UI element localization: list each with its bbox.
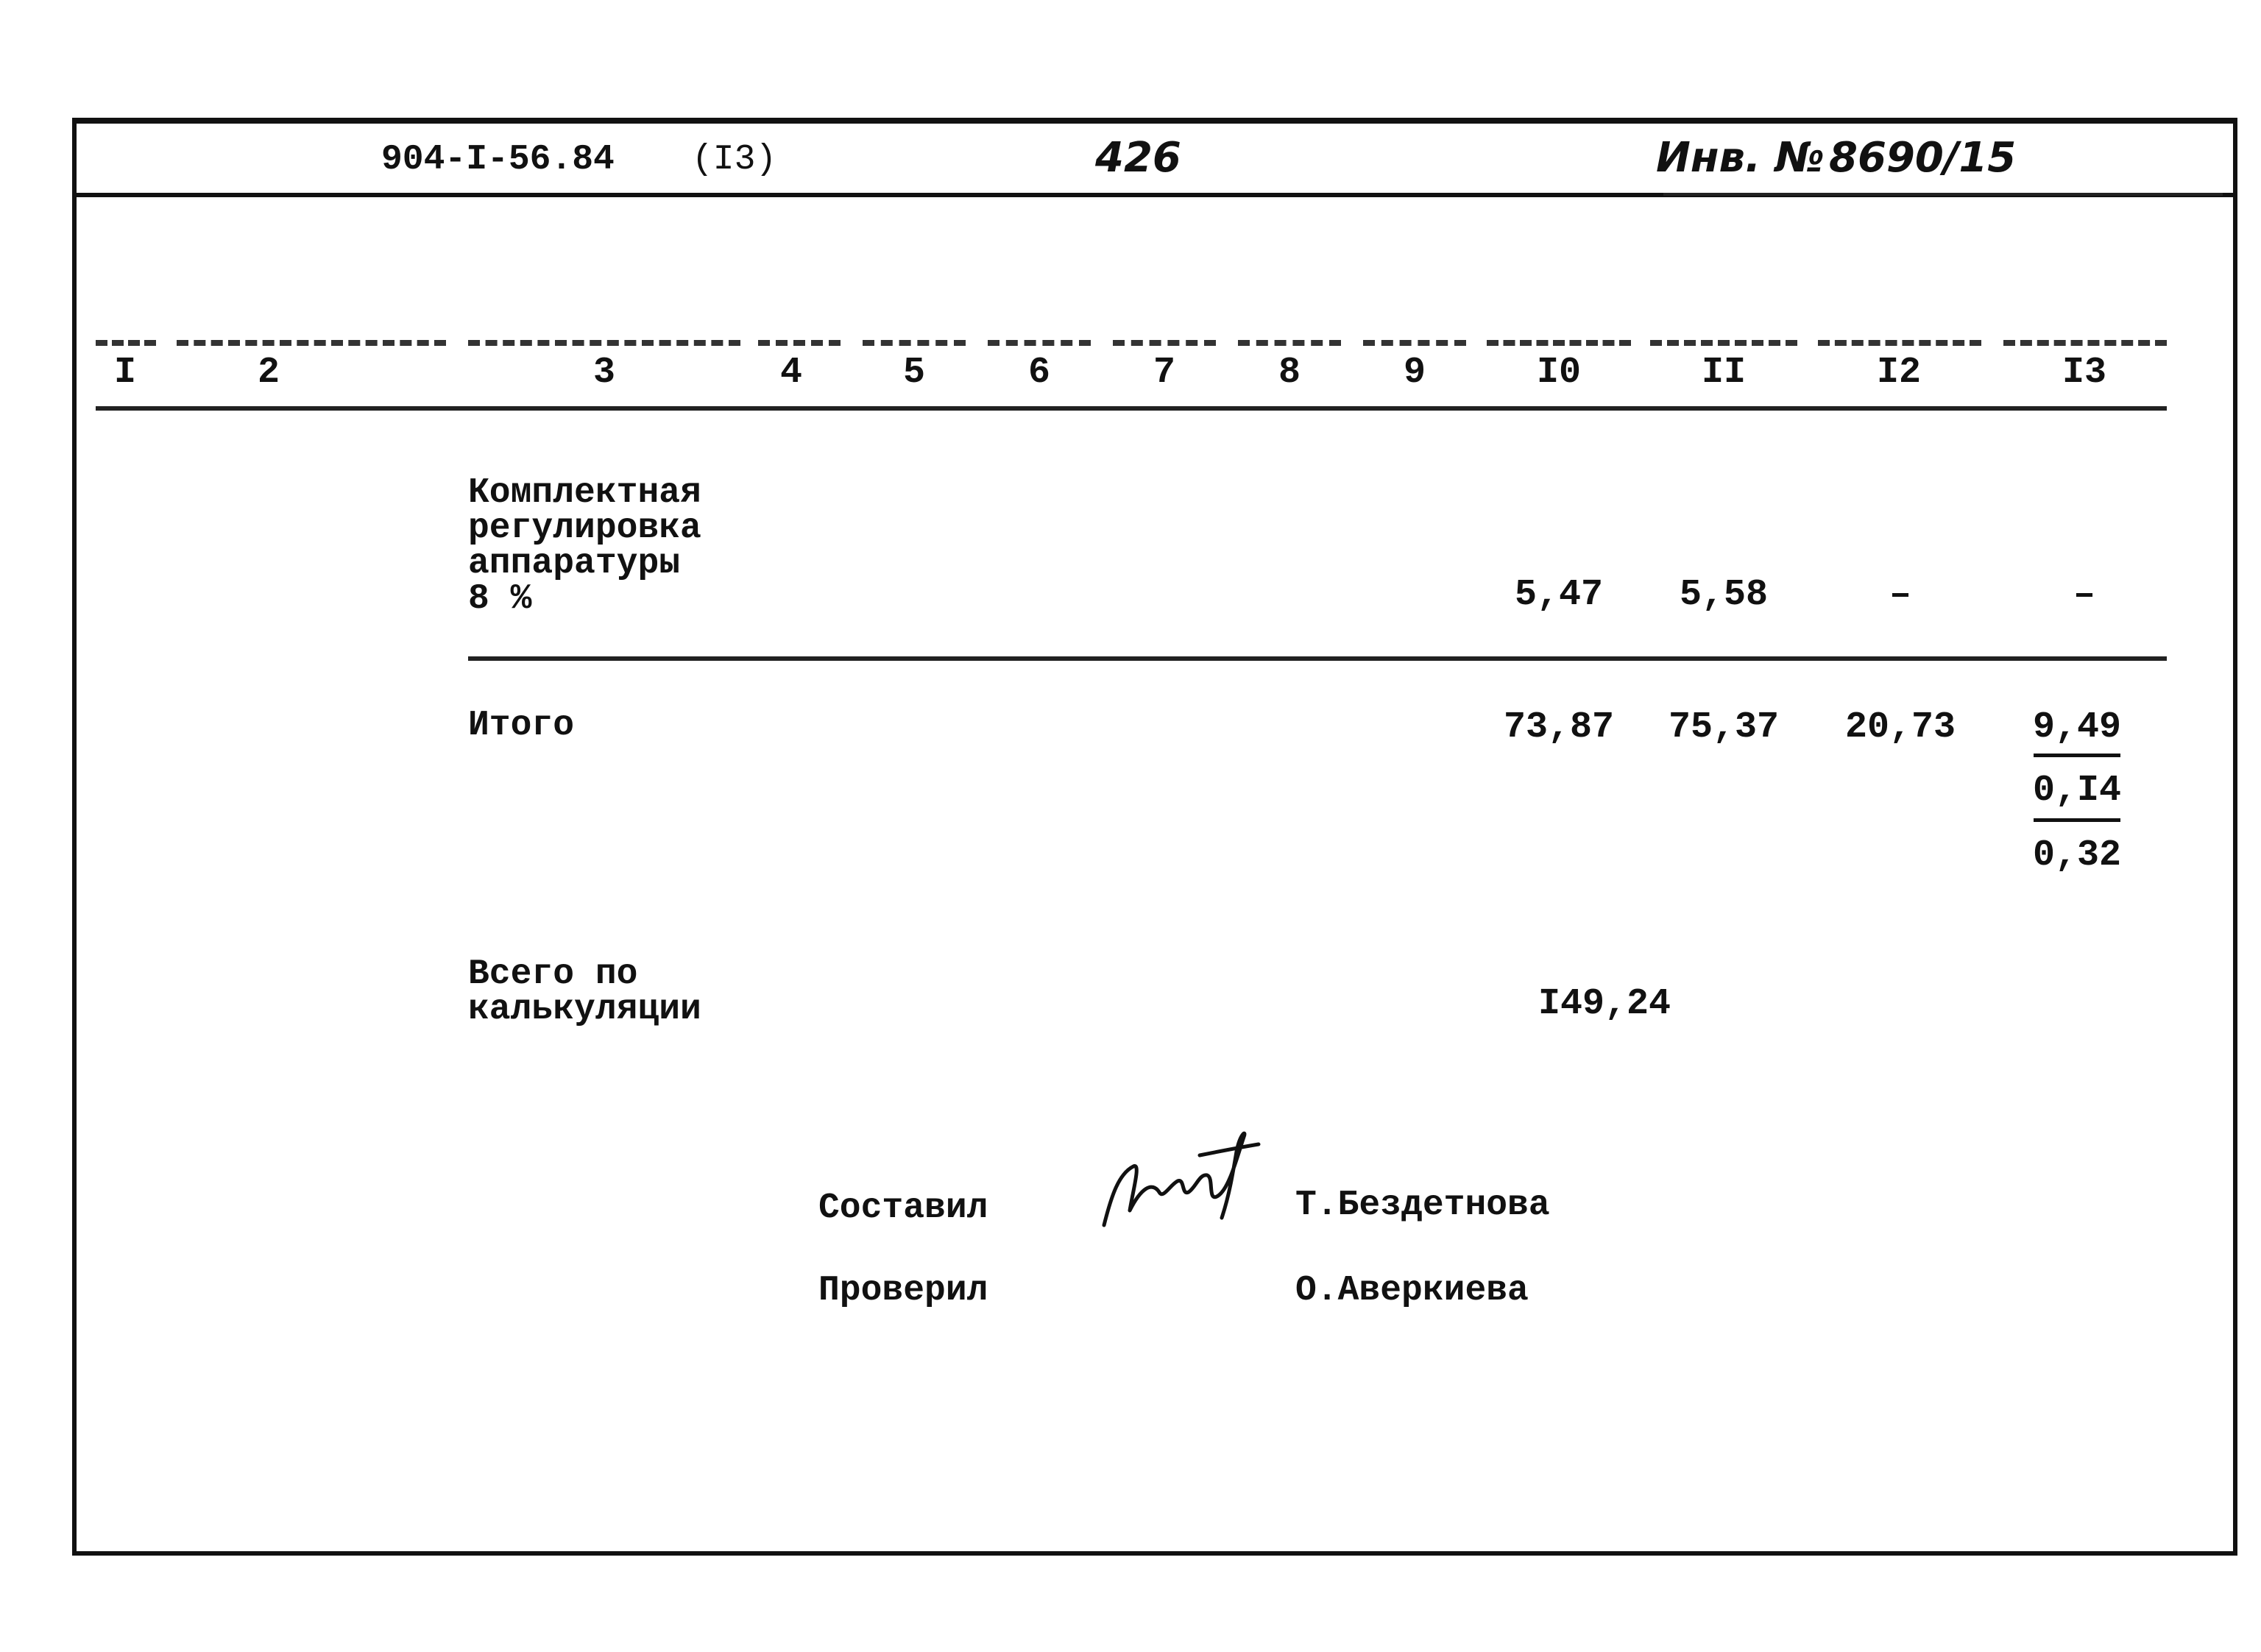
col-number-5: 5: [902, 352, 925, 394]
handwritten-signature: [1089, 1122, 1273, 1240]
checked-name: О.Аверкиева: [1295, 1271, 1529, 1311]
compiled-label: Составил: [818, 1188, 988, 1228]
total-col11: 75,37: [1668, 706, 1780, 748]
checked-label: Проверил: [818, 1271, 988, 1311]
grand-total-label: Всего по: [468, 954, 638, 994]
row-label-line: регулировка: [468, 508, 701, 548]
col-number-4: 4: [779, 352, 802, 394]
subtotal-rule: [468, 656, 2167, 661]
row-label-line: Комплектная: [468, 473, 701, 513]
col-number-8: 8: [1278, 352, 1301, 394]
col-dash-4: [758, 340, 841, 346]
col-number-13: I3: [2062, 352, 2106, 394]
col-number-1: I: [113, 352, 136, 394]
total-col12: 20,73: [1844, 706, 1956, 748]
col-dash-6: [988, 340, 1091, 346]
col-number-6: 6: [1027, 352, 1050, 394]
col-dash-3: [468, 340, 740, 346]
header-bottom-rule: [96, 406, 2167, 411]
col-dash-8: [1238, 340, 1341, 346]
col-dash-10: [1487, 340, 1631, 346]
col-dash-12: [1818, 340, 1981, 346]
cell-col10: 5,47: [1514, 574, 1604, 616]
col-number-12: I2: [1876, 352, 1921, 394]
total-col10: 73,87: [1503, 706, 1615, 748]
col-number-7: 7: [1153, 352, 1175, 394]
doc-code: 904-I-56.84: [381, 140, 615, 180]
page-number: 426: [1095, 134, 1181, 182]
col-dash-1: [96, 340, 156, 346]
col-number-11: II: [1701, 352, 1746, 394]
grand-total-label: калькуляции: [468, 990, 701, 1029]
grand-total-value: I49,24: [1538, 983, 1671, 1025]
col-dash-2: [177, 340, 446, 346]
compiled-name: Т.Бездетнова: [1295, 1185, 1550, 1225]
sheet-number: (I3): [692, 140, 777, 180]
row-label-line: 8 %: [468, 579, 532, 619]
col-dash-7: [1113, 340, 1216, 346]
col-dash-13: [2003, 340, 2167, 346]
col-dash-5: [863, 340, 966, 346]
col-number-10: I0: [1536, 352, 1581, 394]
total-col13-middle: 0,I4: [2032, 770, 2122, 812]
total-col13-top: 9,49: [2032, 706, 2122, 748]
fraction-line: [2034, 754, 2120, 757]
inventory-label: Инв. №: [1656, 134, 1825, 182]
fraction-line: [2034, 818, 2120, 822]
col-dash-9: [1363, 340, 1466, 346]
inventory-number: 8690/15: [1829, 134, 2017, 182]
col-number-2: 2: [257, 352, 280, 394]
cell-col12: –: [1889, 574, 1911, 616]
col-dash-11: [1650, 340, 1797, 346]
page-frame: [72, 118, 2237, 1556]
inventory-underline: [1663, 193, 2223, 196]
cell-col11: 5,58: [1679, 574, 1769, 616]
cell-col13: –: [2073, 574, 2095, 616]
row-label-line: аппаратуры: [468, 544, 681, 584]
total-col13-bottom: 0,32: [2032, 834, 2122, 876]
col-number-3: 3: [592, 352, 615, 394]
col-number-9: 9: [1403, 352, 1426, 394]
total-label: Итого: [468, 706, 575, 745]
